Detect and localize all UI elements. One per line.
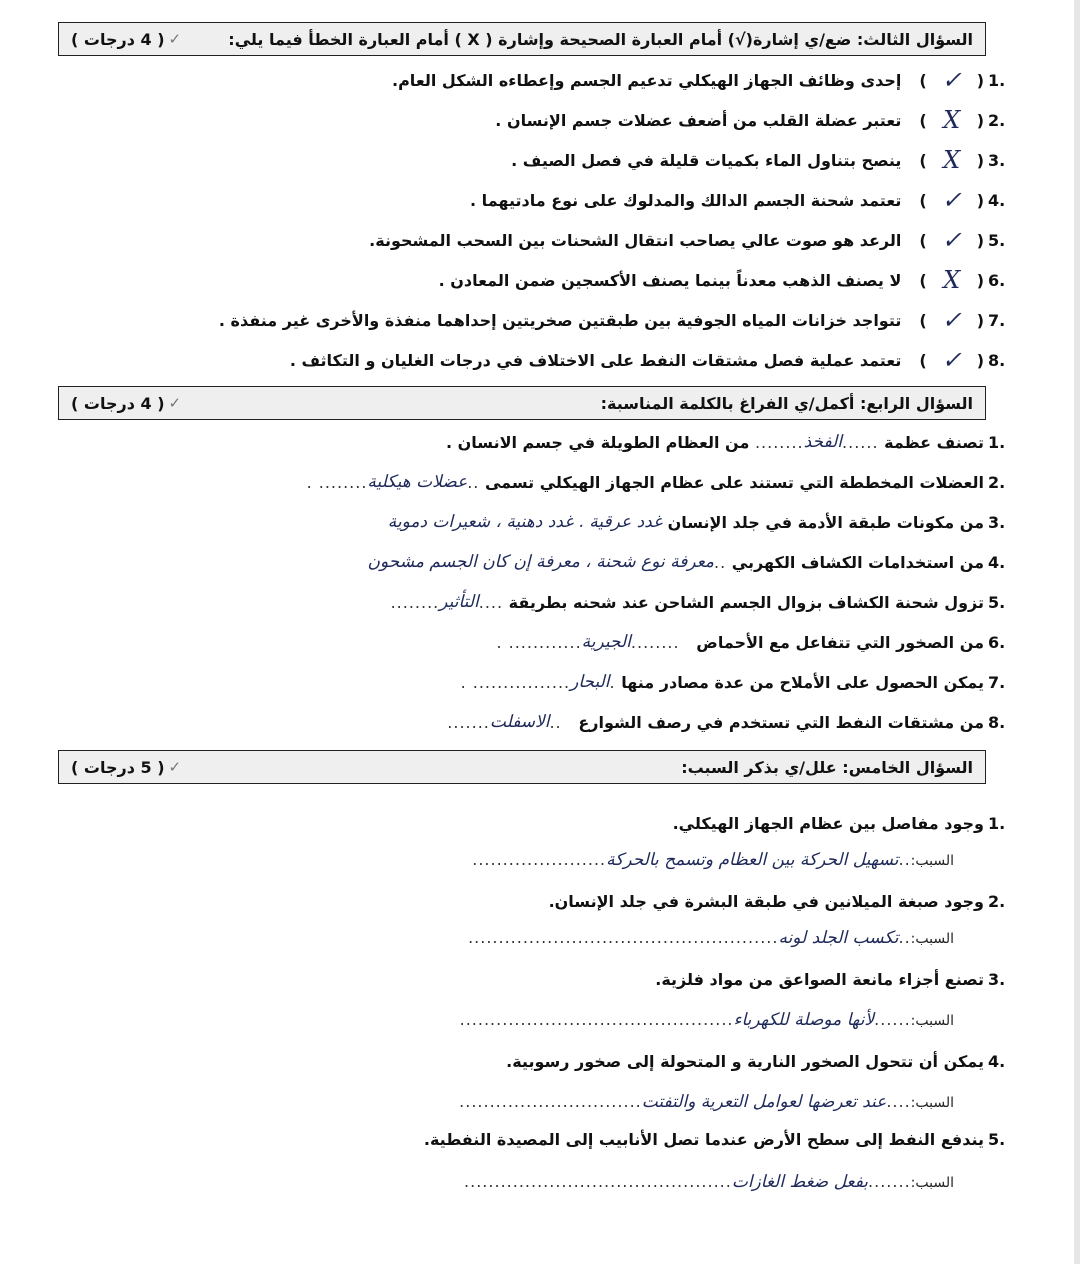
check-mark-icon: ✓ [941,186,962,214]
cross-mark-icon: X [943,106,961,134]
check-mark-icon: ✓ [941,226,962,254]
q4-item-7: 7. يمكن الحصول على الأملاح من عدة مصادر منها . البحار ................ . [460,672,1006,692]
q4-item-1: 1. تصنف عظمة ...... الفخذ ........ من العظام الطويلة في جسم الانسان . [445,432,1006,452]
q5-item-3: 3. تصنع أجزاء مانعة الصواعق من مواد فلزية. [655,970,1006,989]
q3-item-7: 7. ( ✓ ) تتواجد خزانات المياه الجوفية بين طبقتين صخريتين إحداهما منفذة والأخرى غير منفذة . [218,306,1006,334]
q5-header [58,750,986,784]
q4-item-6: 6. من الصخور التي تتفاعل مع الأحماض ........ الجيرية ............ . [496,632,1006,652]
q5-item-2: 2. وجود صبغة الميلانين في طبقة البشرة في جلد الإنسان. [548,892,1006,911]
q4-item-4: 4. من استخدامات الكشاف الكهربي .. معرفة نوع شحنة ، معرفة إن كان الجسم مشحون [367,552,1006,572]
q5-reason-1: السبب: .. تسهيل الحركة بين العظام وتسمح بالحركة ...................... [472,850,954,870]
q5-grade: ✓ ( 5 درجات ) [71,757,182,777]
q5-reason-5: السبب: ....... بفعل ضغط الغازات ............................................ [464,1172,954,1192]
page-edge [1074,0,1080,1264]
q4-item-5: 5. تزول شحنة الكشاف بزوال الجسم الشاحن عند شحنه بطريقة .... التأثير ........ [390,592,1006,612]
handwritten-answer: غدد عرقية . غدد دهنية ، شعيرات دموية [387,512,662,532]
check-mark-icon: ✓ [941,306,962,334]
cross-mark-icon: X [943,146,961,174]
handwritten-answer: التأثير [439,592,479,612]
q3-item-1: 1. ( ✓ ) إحدى وظائف الجهاز الهيكلي تدعيم الجسم وإعطاءه الشكل العام. [392,66,1006,94]
handwritten-answer: عضلات هيكلية [367,472,468,492]
q3-item-5: 5. ( ✓ ) الرعد هو صوت عالي يصاحب انتقال الشحنات بين السحب المشحونة. [369,226,1006,254]
q4-item-3: 3. من مكونات طبقة الأدمة في جلد الإنسان غدد عرقية . غدد دهنية ، شعيرات دموية [387,512,1006,532]
q3-item-6: 6. ( X ) لا يصنف الذهب معدناً بينما يصنف الأكسجين ضمن المعادن . [438,266,1006,294]
q5-item-4: 4. يمكن أن تتحول الصخور النارية و المتحولة إلى صخور رسوبية. [506,1052,1006,1071]
q5-reason-4: السبب: .... عند تعرضها لعوامل التعرية والتفتت .............................. [459,1092,954,1112]
handwritten-answer: لأنها موصلة للكهرباء [733,1010,875,1030]
check-icon: ✓ [168,758,182,776]
handwritten-answer: الجيرية [581,632,631,652]
handwritten-answer: الاسفلت [489,712,550,732]
q4-title: السؤال الرابع: أكمل/ي الفراغ بالكلمة المناسبة: [600,393,973,413]
check-icon: ✓ [168,30,182,48]
check-mark-icon: ✓ [941,346,962,374]
handwritten-answer: عند تعرضها لعوامل التعرية والتفتت [641,1092,887,1112]
check-icon: ✓ [168,394,182,412]
q3-item-4: 4. ( ✓ ) تعتمد شحنة الجسم الدالك والمدلوك على نوع مادتيهما . [470,186,1006,214]
q4-item-2: 2. العضلات المخططة التي تستند على عظام الجهاز الهيكلي تسمى .. عضلات هيكلية ........ . [306,472,1006,492]
q5-item-1: 1. وجود مفاصل بين عظام الجهاز الهيكلي. [672,814,1006,833]
handwritten-answer: الفخذ [803,432,843,452]
handwritten-answer: البحار [570,672,610,692]
handwritten-answer: تكسب الجلد لونه [778,928,899,948]
check-mark-icon: ✓ [941,66,962,94]
q5-reason-3: السبب: ...... لأنها موصلة للكهرباء ............................................. [459,1010,954,1030]
q4-item-8: 8. من مشتقات النفط التي تستخدم في رصف الشوارع .. الاسفلت ....... [447,712,1006,732]
q4-header [58,386,986,420]
q5-title: السؤال الخامس: علل/ي بذكر السبب: [681,757,973,777]
q4-grade: ✓ ( 4 درجات ) [71,393,182,413]
handwritten-answer: تسهيل الحركة بين العظام وتسمح بالحركة [606,850,899,870]
handwritten-answer: بفعل ضغط الغازات [731,1172,869,1192]
q3-header [58,22,986,56]
q3-item-2: 2. ( X ) تعتبر عضلة القلب من أضعف عضلات جسم الإنسان . [495,106,1006,134]
q3-title: السؤال الثالث: ضع/ي إشارة(√) أمام العبارة الصحيحة وإشارة ( X ) أمام العبارة الخطأ فيما يلي: [228,29,973,49]
cross-mark-icon: X [943,266,961,294]
q3-item-3: 3. ( X ) ينصح بتناول الماء بكميات قليلة في فصل الصيف . [511,146,1006,174]
q5-reason-2: السبب: .. تكسب الجلد لونه ................................................... [468,928,954,948]
q3-grade: ✓ ( 4 درجات ) [71,29,182,49]
q5-item-5: 5. يندفع النفط إلى سطح الأرض عندما تصل الأنابيب إلى المصيدة النفطية. [423,1130,1006,1149]
handwritten-answer: معرفة نوع شحنة ، معرفة إن كان الجسم مشحون [367,552,715,572]
q3-item-8: 8. ( ✓ ) تعتمد عملية فصل مشتقات النفط على الاختلاف في درجات الغليان و التكاثف . [289,346,1006,374]
